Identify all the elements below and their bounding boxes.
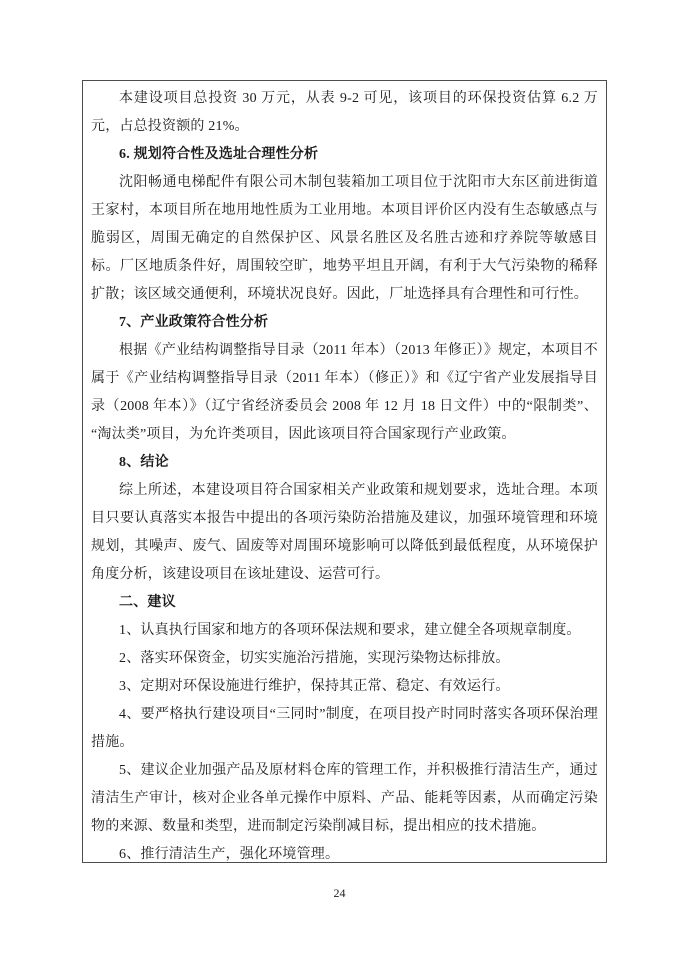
section-8-body: 综上所述，本建设项目符合国家相关产业政策和规划要求，选址合理。本项目只要认真落实本报告中提出的各项污染防治措施及建议，加强环境管理和环境规划，其噪声、废气、固废等对周围环境影响可以降低到最低程度，从环境保护角度分析，该建设项目在该址建设、运营可行。 [91, 483, 598, 582]
section-8-heading: 8、结论 [119, 455, 169, 470]
section-6-heading: 6. 规划符合性及选址合理性分析 [119, 147, 319, 162]
document-content-frame [82, 80, 607, 863]
suggestion-item-6: 6、推行清洁生产，强化环境管理。 [119, 847, 340, 862]
suggestion-item-1: 1、认真执行国家和地方的各项环保法规和要求，建立健全各项规章制度。 [119, 623, 581, 638]
section-7-body: 根据《产业结构调整指导目录（2011 年本）（2013 年修正）》规定，本项目不属于《产业结构调整指导目录（2011 年本）（修正）》和《辽宁省产业发展指导目录（2008 年本）》（辽宁省经济委员会 2008 年 12 月 18 日文件）中的“限制类”、“淘汰类”项目，为允许类项目，因此该项目符合国家现行产业政策。 [91, 343, 598, 442]
intro-paragraph: 本建设项目总投资 30 万元，从表 9-2 可见，该项目的环保投资估算 6.2 万元，占总投资额的 21%。 [91, 91, 598, 134]
section-6-body: 沈阳畅通电梯配件有限公司木制包装箱加工项目位于沈阳市大东区前进街道王家村，本项目所在地用地性质为工业用地。本项目评价区内没有生态敏感点与脆弱区，周围无确定的自然保护区、风景名胜区及名胜古迹和疗养院等敏感目标。厂区地质条件好，周围较空旷，地势平坦且开阔，有利于大气污染物的稀释扩散；该区域交通便利，环境状况良好。因此，厂址选择具有合理性和可行性。 [91, 175, 598, 302]
suggestion-item-3: 3、定期对环保设施进行维护，保持其正常、稳定、有效运行。 [119, 679, 510, 694]
suggestion-item-4: 4、要严格执行建设项目“三同时”制度，在项目投产时同时落实各项环保治理措施。 [91, 707, 598, 750]
section-7-heading: 7、产业政策符合性分析 [119, 315, 269, 330]
suggestions-heading: 二、建议 [119, 595, 176, 610]
page-number: 24 [333, 886, 346, 900]
suggestion-item-5: 5、建议企业加强产品及原材料仓库的管理工作，并积极推行清洁生产，通过清洁生产审计，核对企业各单元操作中原料、产品、能耗等因素，从而确定污染物的来源、数量和类型，进而制定污染削减目标，提出相应的技术措施。 [91, 763, 598, 834]
suggestion-item-2: 2、落实环保资金，切实实施治污措施，实现污染物达标排放。 [119, 651, 510, 666]
